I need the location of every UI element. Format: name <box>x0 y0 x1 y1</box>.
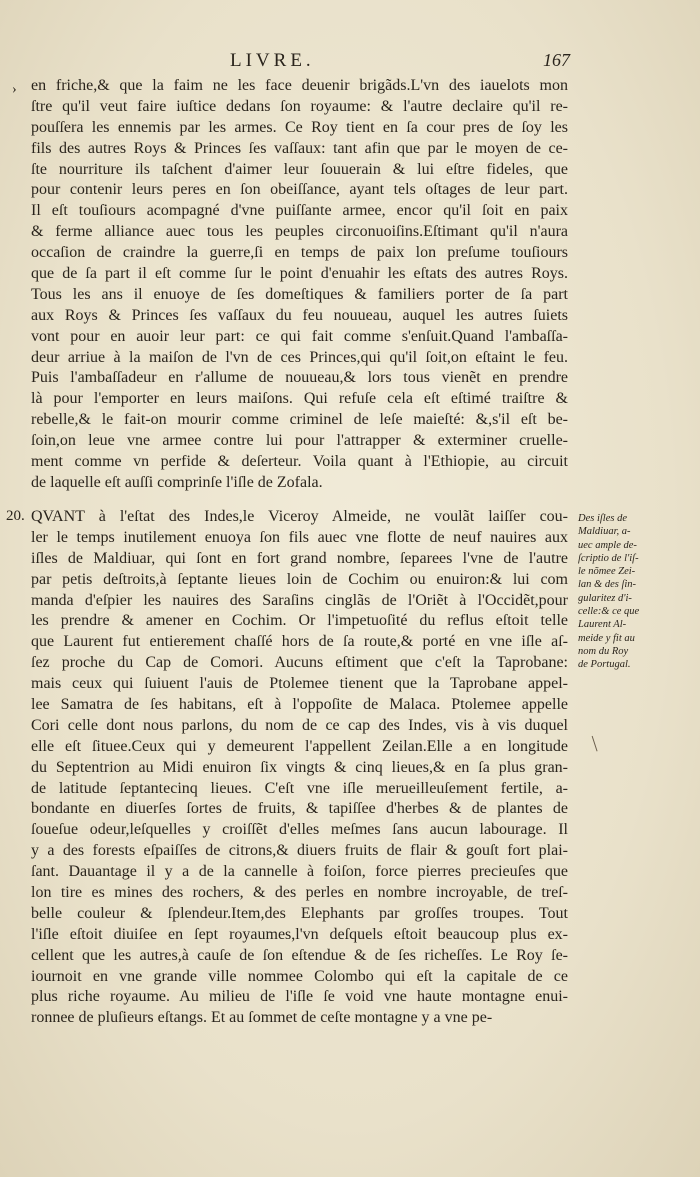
text-line: lon tire es mines des rochers, & des perles en nombre incroyable, de treſ- <box>31 884 568 902</box>
note-line: meide y fit au <box>578 632 635 644</box>
text-line: iſles de Maldiuar, qui ſont en fort grand nombre, ſeparees l'vne de l'autre <box>31 549 568 567</box>
text-line: les prendre & amener en Cochim. Or l'impetuoſité du reflus eſtoit telle <box>31 612 568 630</box>
text-line: belle couleur & ſplendeur.Item,des Elephants par groſſes troupes. Tout <box>31 904 568 922</box>
text-line: Tous les ans il enuoye de ſes domeſtiques & familiers porter de ſa part <box>31 285 568 303</box>
text-line: Puis l'ambaſſadeur en r'allume de nouueau,& lors tous vienẽt en prendre <box>31 369 568 387</box>
text-line: vont pour en auoir leur part: ce qui fait comme s'enſuit.Quand l'ambaſſa- <box>31 327 568 345</box>
text-line: bondante en diuerſes ſortes de fruits, & tapiſſee d'herbes & de plantes de <box>31 800 568 818</box>
note-line: celle:& ce que <box>578 606 640 618</box>
note-line: gularitez d'i- <box>578 592 632 604</box>
text-line: ſte nourriture ils taſchent d'aimer leur ſouuerain & lui eſtre fideles, que <box>31 160 568 178</box>
text-line: rebelle,& le fait-on mourir comme criminel de leſe maieſté: &,s'il eſt be- <box>31 411 568 429</box>
text-line: Il eſt touſiours acompagné d'vne puiſſante armee, encor qu'il ſoit en paix <box>31 202 568 220</box>
text-line: ler le temps inutilement enuoya ſon fils auec vne flotte de neuf nauires aux <box>31 528 568 546</box>
text-line: mais ceux qui ſuiuent l'auis de Ptolemee tienent que la Taprobane appel- <box>31 675 568 693</box>
text-line: pour contenir leurs peres en ſon obeiſſance, ayant tels oſtages de leur part. <box>31 181 568 199</box>
paragraph-indes <box>31 507 568 1029</box>
note-line: le nõmee Zei- <box>578 566 636 578</box>
text-line: iournoit en vne grande ville nommee Colombo qui eſt la capitale de ce <box>31 967 568 985</box>
text-line: cellent que les autres,à cauſe de ſon eſtendue & de ſes richeſſes. Le Roy ſe- <box>31 946 568 964</box>
text-line: ſant. Dauantage il y a de la cannelle à foiſon, force pierres precieuſes que <box>31 863 568 881</box>
text-line: ment comme vn perfide & deſerteur. Voila quant à l'Ethiopie, au circuit <box>31 453 568 471</box>
text-line: & ferme alliance auec tous les peuples circonuoiſins.Eſtimant qu'il n'aura <box>31 223 568 241</box>
marginal-note <box>578 512 664 672</box>
note-line: ſcriptio de l'iſ- <box>578 552 639 564</box>
text-line: deur arriue à la maiſon de l'vn de ces Princes,qui qu'il ſoit,on eſtaint le feu. <box>31 348 568 366</box>
running-head: LIVRE. <box>230 50 315 71</box>
text-line: occaſion de craindre la guerre,ſi en temps de paix lon preſume touſiours <box>31 244 568 262</box>
note-line: lan & des ſin- <box>578 579 637 591</box>
note-line: Des iſles de <box>578 513 627 524</box>
text-line: de laquelle eſt auſſi comprinſe l'iſle de Zofala. <box>31 473 323 491</box>
text-line: Cori celle dont nous parlons, du nom de ce cap des Indes, vis à vis duquel <box>31 716 568 734</box>
page-header <box>0 50 700 76</box>
paragraph-ethiopia <box>31 76 568 494</box>
note-line: Laurent Al- <box>578 619 627 631</box>
text-line: elle eſt ſituee.Ceux qui y demeurent l'appellent Zeilan.Elle a en longitude <box>31 737 568 755</box>
text-line: aux Roys & Princes ſes vaſſaux du feu nouueau, auquel les autres ſuiets <box>31 306 568 324</box>
text-line: QVANT à l'eſtat des Indes,le Viceroy Almeide, ne voulãt laiſſer cou- <box>31 508 568 525</box>
text-line: là pour l'emporter en leurs maiſons. Qui refuſe cela eſt eſtimé traiſtre & <box>31 390 568 408</box>
note-line: nom du Roy <box>578 645 629 657</box>
text-line: plus riche royaume. Au milieu de l'iſle ſe void vne haute montagne enui- <box>31 988 568 1006</box>
margin-mark: › <box>12 82 17 97</box>
text-line: l'iſle eſtoit diuiſee en ſept royaumes,l'vn deſquels eſtoit beaucoup plus ex- <box>31 925 568 943</box>
text-line: fils des autres Roys & Princes ſes vaſſaux: tant afin que par le moyen de ce- <box>31 139 568 157</box>
text-line: par petis deſtroits,à ſeptante lieues loin de Cochim ou enuiron:& lui com <box>31 570 568 588</box>
text-line: ſoueſue odeur,leſquelles y croiſſẽt d'elles meſmes ſans aucun labourage. Il <box>31 821 568 839</box>
text-line: en friche,& que la faim ne les face deuenir brigãds.L'vn des iauelots mon <box>31 77 568 94</box>
paragraph-number: 20. <box>6 508 25 524</box>
page-number: 167 <box>543 50 570 70</box>
text-line: de latitude ſeptantecinq lieues. C'eſt vne iſle merueilleuſement fertile, a- <box>31 779 568 797</box>
note-line: uec ample de- <box>578 539 637 551</box>
note-line: de Portugal. <box>578 659 631 671</box>
text-line: pouſſera les ennemis par les armes. Ce Roy tient en ſa cour pres de ſoy les <box>31 118 568 136</box>
text-line: que Laurent fut entierement chaſſé hors de ſa route,& porté en vne iſle aſ- <box>31 633 568 651</box>
text-line: y a des forests eſpaiſſes de citrons,& diuers fruits de flair & gouſt fort plai- <box>31 842 568 860</box>
text-line: ronnee de pluſieurs eſtangs. Et au ſommet de ceſte montagne y a vne pe- <box>31 1009 493 1027</box>
text-line: lee Samatra de ſes habitans, eſt à l'oppoſite de Malaca. Ptolemee appelle <box>31 696 568 714</box>
text-line: que de ſa part il eſt comme ſur le point d'enuahir les eſtats des autres Roys. <box>31 265 568 283</box>
text-line: du Septentrion au Midi enuiron ſix vingts & cinq lieues,& en ſa plus gran- <box>31 758 568 776</box>
text-line: ſtre qu'il veut faire iuſtice dedans ſon royaume: & l'autre declaire qu'il re- <box>31 97 568 115</box>
note-line: Maldiuar, a- <box>578 526 631 538</box>
text-line: manda d'eſpier les nauires des Saraſins cinglãs de l'Oriẽt à l'Occidẽt,pour <box>31 591 568 609</box>
margin-stroke <box>592 735 602 752</box>
text-line: ſez proche du Cap de Comori. Aucuns eſtiment que c'eſt la Taprobane: <box>31 654 568 672</box>
text-line: ſoin,on leue vne armee contre lui pour l'attrapper & exterminer cruelle- <box>31 432 568 450</box>
